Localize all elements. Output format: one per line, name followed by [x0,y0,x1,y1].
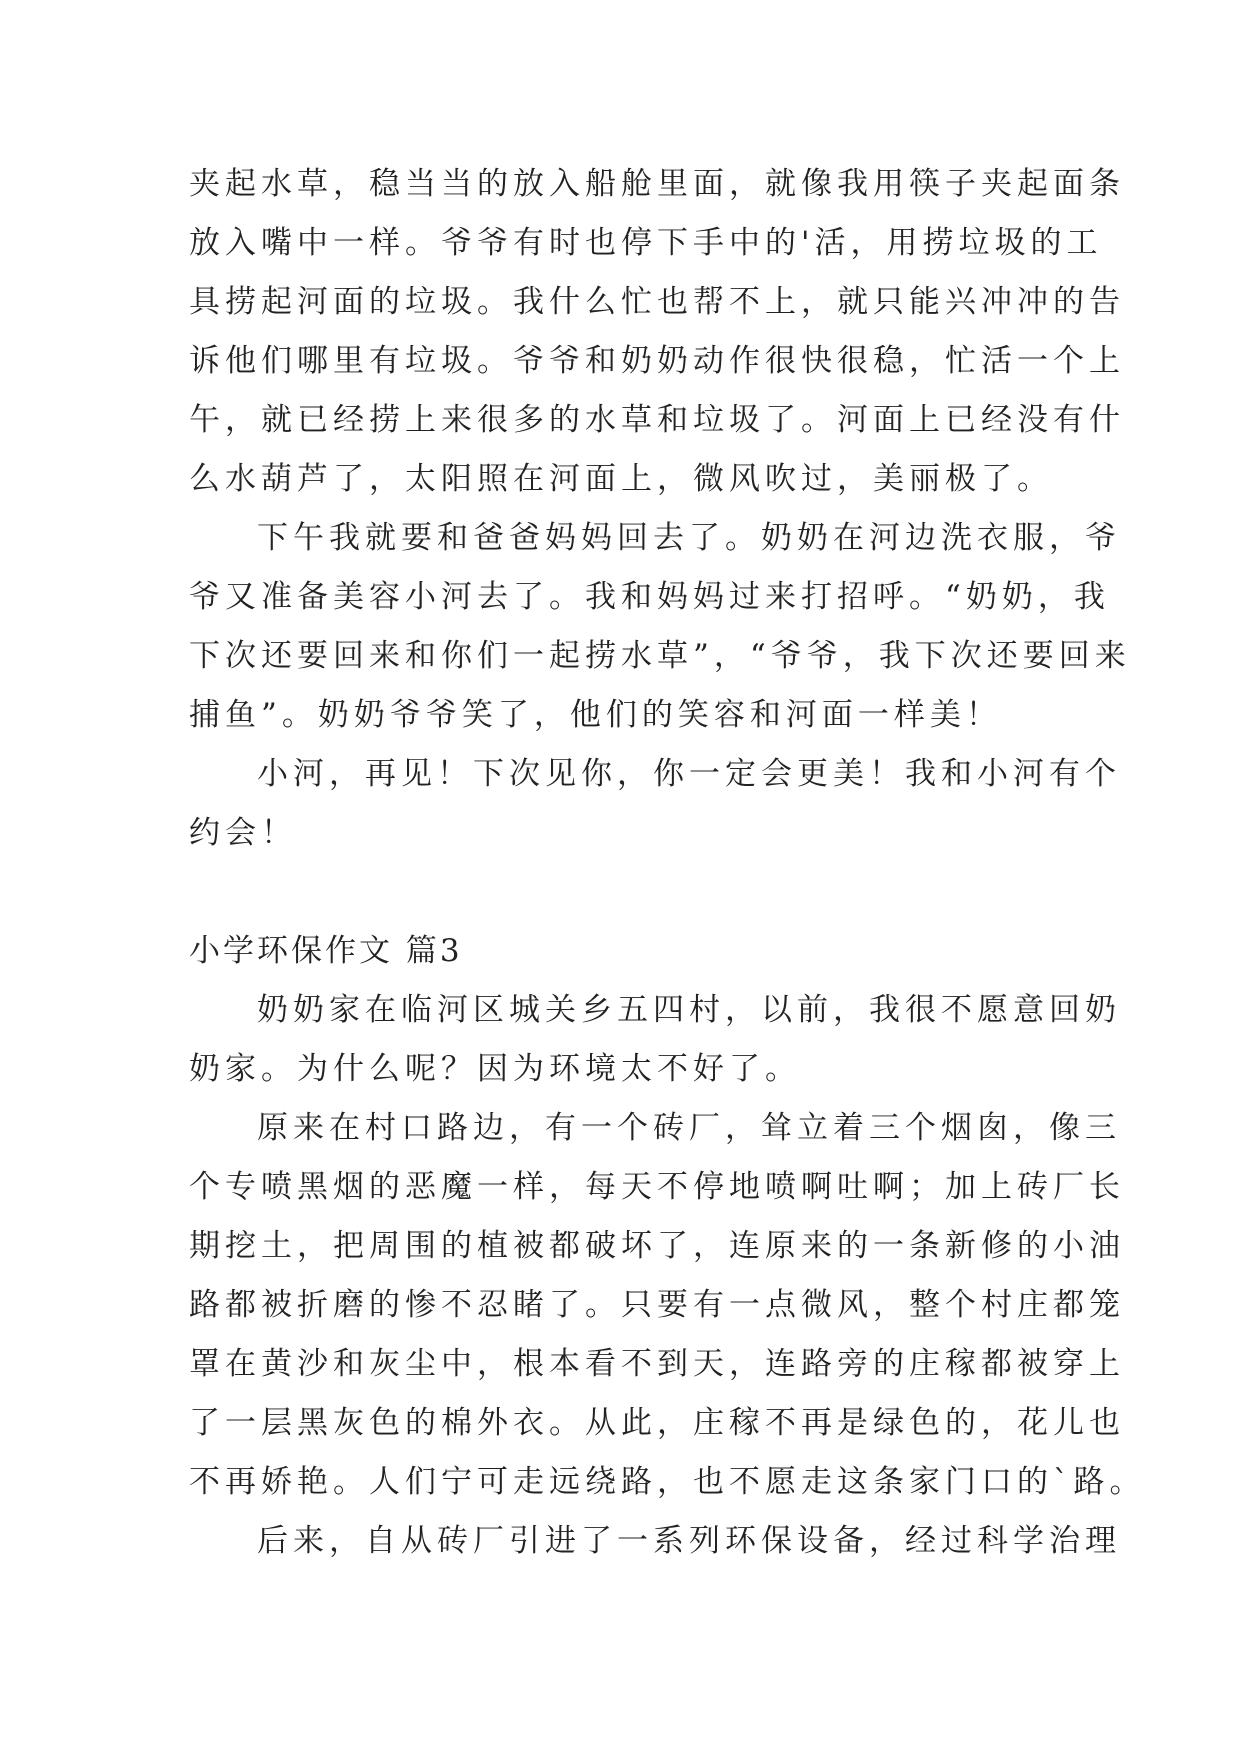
paragraph-brick-factory [189,1099,1146,1512]
text-line: 么水葫芦了，太阳照在河面上，微风吹过，美丽极了。 [189,461,1053,497]
text-line: 奶家。为什么呢？因为环境太不好了。 [189,1051,801,1087]
text-line: 具捞起河面的垃圾。我什么忙也帮不上，就只能兴冲冲的告 [189,284,1125,320]
text-line: 小河，再见！下次见你，你一定会更美！我和小河有个 [257,756,1121,792]
section-heading: 小学环保作文 篇3 [189,933,463,969]
text-line: 路都被折磨的惨不忍睹了。只要有一点微风，整个村庄都笼 [189,1287,1125,1323]
paragraph-goodbye [189,745,1121,863]
text-line: 捕鱼”。奶奶爷爷笑了，他们的笑容和河面一样美！ [189,697,1002,733]
text-line: 罩在黄沙和灰尘中，根本看不到天，连路旁的庄稼都被穿上 [189,1346,1125,1382]
paragraph-going-home [189,509,1131,745]
text-line: 不再娇艳。人们宁可走远绕路，也不愿走这条家门口的`路。 [189,1464,1146,1500]
essay-text [189,155,1146,1571]
paragraph-grandma-home [189,981,1121,1099]
text-line: 夹起水草，稳当当的放入船舱里面，就像我用筷子夹起面条 [189,166,1125,202]
text-line: 原来在村口路边，有一个砖厂，耸立着三个烟囱，像三 [257,1110,1121,1146]
text-line: 期挖土，把周围的植被都破坏了，连原来的一条新修的小油 [189,1228,1125,1264]
text-line: 爷又准备美容小河去了。我和妈妈过来打招呼。“奶奶，我 [189,579,1110,615]
text-line: 奶奶家在临河区城关乡五四村，以前，我很不愿意回奶 [257,992,1121,1028]
text-line: 放入嘴中一样。爷爷有时也停下手中的'活，用捞垃圾的工 [189,225,1103,261]
text-line: 下午我就要和爸爸妈妈回去了。奶奶在河边洗衣服，爷 [257,520,1121,556]
text-line: 后来，自从砖厂引进了一系列环保设备，经过科学治理 [257,1523,1121,1559]
text-line: 下次还要回来和你们一起捞水草”，“爷爷，我下次还要回来 [189,638,1131,674]
text-line: 了一层黑灰色的棉外衣。从此，庄稼不再是绿色的，花儿也 [189,1405,1125,1441]
paragraph-continued [189,155,1125,509]
text-line: 诉他们哪里有垃圾。爷爷和奶奶动作很快很稳，忙活一个上 [189,343,1125,379]
text-line: 午，就已经捞上来很多的水草和垃圾了。河面上已经没有什 [189,402,1125,438]
text-line: 个专喷黑烟的恶魔一样，每天不停地喷啊吐啊；加上砖厂长 [189,1169,1125,1205]
paragraph-later [189,1512,1121,1571]
section-spacer [189,863,1069,922]
text-line: 约会！ [189,815,297,851]
